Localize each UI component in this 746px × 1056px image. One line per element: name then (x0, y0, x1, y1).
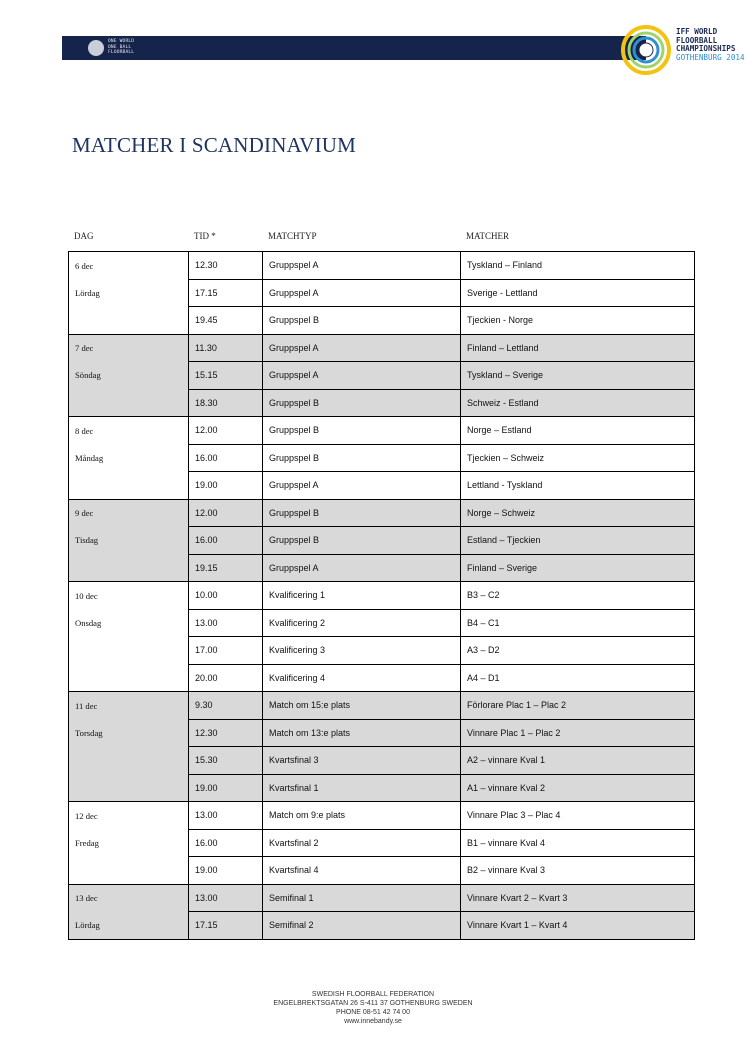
column-header-dag: DAG (74, 231, 94, 241)
footer (0, 990, 746, 1026)
table-row (69, 554, 695, 582)
time-cell: 13.00 (189, 884, 263, 912)
match-cell: Norge – Estland (461, 417, 695, 445)
match-cell: Tjeckien - Norge (461, 307, 695, 335)
table-row (69, 389, 695, 417)
day-cell (69, 637, 189, 665)
day-cell: 10 dec (69, 582, 189, 610)
day-cell: 11 dec (69, 692, 189, 720)
table-row (69, 499, 695, 527)
match-type-cell: Semifinal 1 (263, 884, 461, 912)
match-cell: Vinnare Plac 3 – Plac 4 (461, 802, 695, 830)
footer-website: www.innebandy.se (344, 1018, 402, 1025)
table-row (69, 802, 695, 830)
table-row (69, 637, 695, 665)
table-row (69, 307, 695, 335)
match-type-cell: Gruppspel B (263, 389, 461, 417)
table-row (69, 362, 695, 390)
day-cell: Torsdag (69, 719, 189, 747)
header-tagline: ONE WORLD ONE BALL FLOORBALL (108, 39, 135, 55)
time-cell: 19.00 (189, 774, 263, 802)
match-type-cell: Kvartsfinal 4 (263, 857, 461, 885)
match-type-cell: Kvartsfinal 2 (263, 829, 461, 857)
match-cell: B2 – vinnare Kval 3 (461, 857, 695, 885)
match-cell: A4 – D1 (461, 664, 695, 692)
day-cell (69, 664, 189, 692)
match-type-cell: Semifinal 2 (263, 912, 461, 940)
match-cell: Finland – Lettland (461, 334, 695, 362)
table-row (69, 417, 695, 445)
match-type-cell: Match om 15:e plats (263, 692, 461, 720)
match-cell: Tyskland – Sverige (461, 362, 695, 390)
table-row (69, 857, 695, 885)
match-cell: Vinnare Kvart 2 – Kvart 3 (461, 884, 695, 912)
match-type-cell: Gruppspel B (263, 307, 461, 335)
match-type-cell: Gruppspel A (263, 472, 461, 500)
match-cell: Norge – Schweiz (461, 499, 695, 527)
day-cell: 8 dec (69, 417, 189, 445)
match-type-cell: Kvartsfinal 1 (263, 774, 461, 802)
column-header-matchtyp: MATCHTYP (268, 231, 317, 241)
table-row (69, 664, 695, 692)
match-cell: A1 – vinnare Kval 2 (461, 774, 695, 802)
match-type-cell: Gruppspel A (263, 279, 461, 307)
day-cell (69, 554, 189, 582)
time-cell: 16.00 (189, 527, 263, 555)
time-cell: 11.30 (189, 334, 263, 362)
day-cell: 7 dec (69, 334, 189, 362)
table-row (69, 472, 695, 500)
match-type-cell: Gruppspel B (263, 417, 461, 445)
time-cell: 19.00 (189, 857, 263, 885)
table-row (69, 609, 695, 637)
match-type-cell: Gruppspel B (263, 499, 461, 527)
time-cell: 17.00 (189, 637, 263, 665)
time-cell: 19.15 (189, 554, 263, 582)
match-cell: Förlorare Plac 1 – Plac 2 (461, 692, 695, 720)
header-bar (62, 36, 646, 60)
match-type-cell: Kvalificering 2 (263, 609, 461, 637)
time-cell: 17.15 (189, 912, 263, 940)
match-type-cell: Kvalificering 1 (263, 582, 461, 610)
day-cell: Lördag (69, 912, 189, 940)
match-type-cell: Kvalificering 3 (263, 637, 461, 665)
time-cell: 17.15 (189, 279, 263, 307)
match-cell: Estland – Tjeckien (461, 527, 695, 555)
day-cell: Måndag (69, 444, 189, 472)
match-cell: Finland – Sverige (461, 554, 695, 582)
schedule-table (68, 251, 695, 940)
day-cell: 9 dec (69, 499, 189, 527)
table-row (69, 279, 695, 307)
day-cell (69, 389, 189, 417)
time-cell: 19.00 (189, 472, 263, 500)
page-title: MATCHER I SCANDINAVIUM (72, 133, 357, 157)
table-row (69, 444, 695, 472)
time-cell: 16.00 (189, 829, 263, 857)
table-row (69, 747, 695, 775)
time-cell: 16.00 (189, 444, 263, 472)
column-header-tid: TID * (194, 231, 216, 241)
match-type-cell: Kvalificering 4 (263, 664, 461, 692)
schedule-body (69, 252, 695, 940)
day-cell: Söndag (69, 362, 189, 390)
table-row (69, 582, 695, 610)
day-cell: 6 dec (69, 252, 189, 280)
time-cell: 19.45 (189, 307, 263, 335)
footer-org: SWEDISH FLOORBALL FEDERATION (311, 991, 435, 998)
time-cell: 18.30 (189, 389, 263, 417)
footer-address: ENGELBREKTSGATAN 26 S-411 37 GOTHENBURG SWEDEN (273, 1000, 473, 1007)
table-row (69, 829, 695, 857)
event-logo-text: IFF WORLD FLOORBALL CHAMPIONSHIPS GOTHENBURG 2014 (676, 27, 745, 62)
table-row (69, 692, 695, 720)
table-row (69, 912, 695, 940)
match-cell: B3 – C2 (461, 582, 695, 610)
match-cell: Schweiz - Estland (461, 389, 695, 417)
table-row (69, 774, 695, 802)
time-cell: 15.15 (189, 362, 263, 390)
time-cell: 12.30 (189, 252, 263, 280)
day-cell: 12 dec (69, 802, 189, 830)
day-cell (69, 472, 189, 500)
time-cell: 12.00 (189, 499, 263, 527)
time-cell: 13.00 (189, 802, 263, 830)
day-cell (69, 774, 189, 802)
match-cell: A3 – D2 (461, 637, 695, 665)
footer-phone: PHONE 08-51 42 74 00 (336, 1009, 410, 1016)
match-type-cell: Gruppspel A (263, 554, 461, 582)
match-cell: Tjeckien – Schweiz (461, 444, 695, 472)
match-cell: A2 – vinnare Kval 1 (461, 747, 695, 775)
match-cell: Vinnare Kvart 1 – Kvart 4 (461, 912, 695, 940)
match-type-cell: Kvartsfinal 3 (263, 747, 461, 775)
column-header-matcher: MATCHER (466, 231, 510, 241)
time-cell: 12.30 (189, 719, 263, 747)
day-cell: Tisdag (69, 527, 189, 555)
table-row (69, 334, 695, 362)
time-cell: 20.00 (189, 664, 263, 692)
time-cell: 12.00 (189, 417, 263, 445)
time-cell: 10.00 (189, 582, 263, 610)
day-cell (69, 857, 189, 885)
table-row (69, 527, 695, 555)
match-cell: Tyskland – Finland (461, 252, 695, 280)
match-type-cell: Gruppspel A (263, 334, 461, 362)
floorball-badge-icon (88, 40, 104, 56)
match-cell: Sverige - Lettland (461, 279, 695, 307)
day-cell: Fredag (69, 829, 189, 857)
match-type-cell: Match om 9:e plats (263, 802, 461, 830)
day-cell: Lördag (69, 279, 189, 307)
table-row (69, 252, 695, 280)
time-cell: 9.30 (189, 692, 263, 720)
match-cell: B1 – vinnare Kval 4 (461, 829, 695, 857)
time-cell: 15.30 (189, 747, 263, 775)
match-type-cell: Gruppspel A (263, 362, 461, 390)
match-cell: Lettland - Tyskland (461, 472, 695, 500)
match-cell: B4 – C1 (461, 609, 695, 637)
match-type-cell: Gruppspel B (263, 527, 461, 555)
time-cell: 13.00 (189, 609, 263, 637)
day-cell (69, 307, 189, 335)
day-cell (69, 747, 189, 775)
match-cell: Vinnare Plac 1 – Plac 2 (461, 719, 695, 747)
day-cell: Onsdag (69, 609, 189, 637)
match-type-cell: Gruppspel A (263, 252, 461, 280)
table-row (69, 884, 695, 912)
table-row (69, 719, 695, 747)
championship-logo-icon (620, 24, 672, 76)
day-cell: 13 dec (69, 884, 189, 912)
match-type-cell: Match om 13:e plats (263, 719, 461, 747)
match-type-cell: Gruppspel B (263, 444, 461, 472)
